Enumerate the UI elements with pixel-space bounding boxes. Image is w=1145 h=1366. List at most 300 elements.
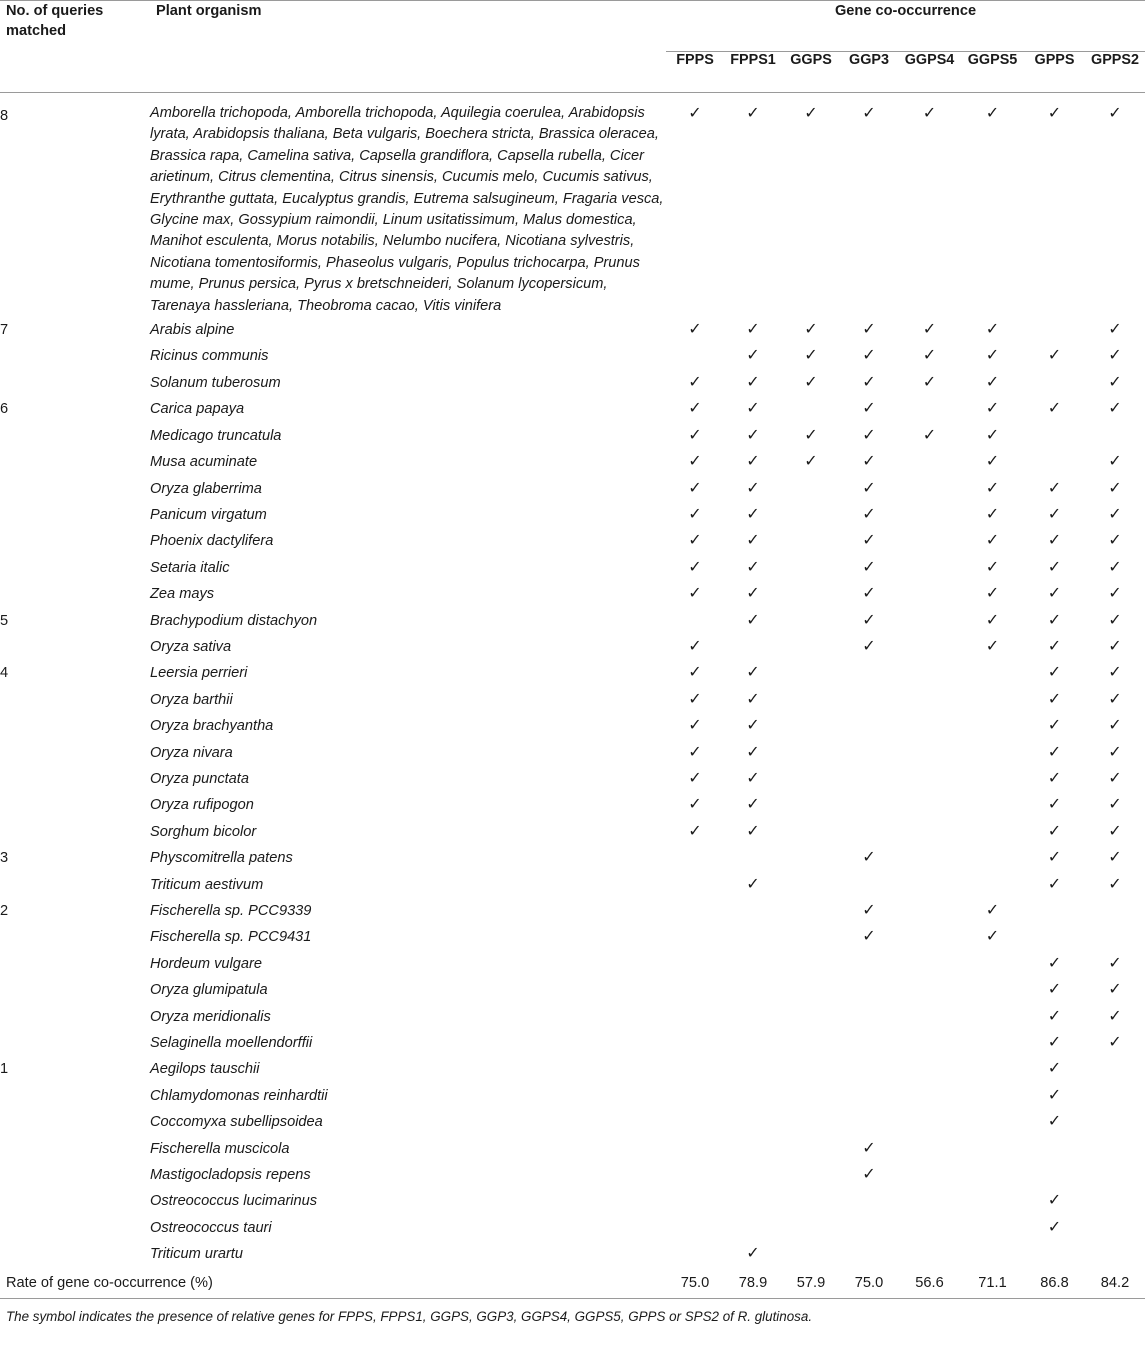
- check-mark-icon: ✓: [1047, 400, 1062, 418]
- organism-cell: Leersia perrieri: [150, 665, 248, 682]
- empty-gene-cell: [1024, 423, 1085, 449]
- empty-gene-cell: [961, 687, 1024, 713]
- organism-cell: Ostreococcus tauri: [150, 1219, 272, 1236]
- check-mark-icon: ✓: [746, 479, 760, 497]
- rate-value: 57.9: [796, 1274, 826, 1291]
- empty-gene-cell: [898, 872, 961, 898]
- check-mark-icon: ✓: [985, 611, 1000, 629]
- table-row: [0, 792, 1145, 818]
- check-mark-icon: ✓: [688, 822, 702, 840]
- empty-gene-cell: [898, 634, 961, 660]
- empty-gene-cell: [782, 819, 840, 845]
- organism-cell: Zea mays: [150, 586, 215, 603]
- organism-cell: Fischerella muscicola: [150, 1140, 290, 1157]
- queries-matched-cell: [0, 819, 150, 845]
- table-row: [0, 317, 1145, 343]
- empty-gene-cell: [840, 740, 898, 766]
- empty-gene-cell: [724, 634, 782, 660]
- empty-gene-cell: [782, 898, 840, 924]
- organism-cell: Oryza glumipatula: [150, 982, 268, 999]
- check-mark-icon: ✓: [1108, 637, 1122, 655]
- check-mark-icon: ✓: [862, 105, 876, 122]
- rate-value: 75.0: [854, 1274, 884, 1291]
- check-mark-icon: ✓: [1108, 1034, 1122, 1052]
- empty-gene-cell: [898, 555, 961, 581]
- empty-gene-cell: [961, 1215, 1024, 1241]
- check-mark-icon: ✓: [862, 532, 876, 550]
- check-mark-icon: ✓: [985, 558, 1000, 576]
- check-mark-icon: ✓: [1108, 875, 1122, 893]
- queries-matched-cell: [0, 1188, 150, 1214]
- table-row: [0, 343, 1145, 369]
- check-mark-icon: ✓: [1047, 585, 1062, 603]
- check-mark-icon: ✓: [862, 902, 876, 919]
- check-mark-icon: ✓: [1047, 981, 1062, 999]
- check-mark-icon: ✓: [688, 321, 702, 339]
- empty-gene-cell: [782, 1162, 840, 1188]
- rate-value: 78.9: [738, 1274, 768, 1291]
- empty-gene-cell: [666, 898, 724, 924]
- empty-gene-cell: [666, 1109, 724, 1135]
- check-mark-icon: ✓: [1108, 505, 1122, 523]
- check-mark-icon: ✓: [862, 373, 876, 391]
- empty-gene-cell: [840, 660, 898, 686]
- check-mark-icon: ✓: [688, 664, 702, 682]
- check-mark-icon: ✓: [862, 347, 876, 365]
- check-mark-icon: ✓: [746, 822, 760, 840]
- gene-header: GGPS5: [967, 52, 1018, 68]
- empty-gene-cell: [898, 396, 961, 422]
- rate-label: Rate of gene co-occurrence (%): [6, 1274, 213, 1291]
- queries-matched-cell: [0, 1030, 150, 1056]
- check-mark-icon: ✓: [985, 637, 1000, 655]
- gene-header: GGP3: [849, 52, 889, 68]
- empty-gene-cell: [782, 396, 840, 422]
- check-mark-icon: ✓: [1047, 1218, 1062, 1236]
- rate-value: 75.0: [680, 1274, 710, 1291]
- table-row: [0, 660, 1145, 686]
- empty-gene-cell: [961, 1136, 1024, 1162]
- check-mark-icon: ✓: [985, 373, 1000, 391]
- queries-matched-cell: [0, 792, 150, 818]
- organism-cell: Oryza barthii: [150, 691, 233, 708]
- table-row: [0, 898, 1145, 924]
- check-mark-icon: ✓: [985, 321, 1000, 339]
- table-row: [0, 449, 1145, 475]
- empty-gene-cell: [1024, 317, 1085, 343]
- empty-gene-cell: [961, 1056, 1024, 1082]
- empty-gene-cell: [961, 845, 1024, 871]
- check-mark-icon: ✓: [746, 611, 760, 629]
- empty-gene-cell: [898, 1215, 961, 1241]
- empty-gene-cell: [961, 1162, 1024, 1188]
- empty-gene-cell: [898, 924, 961, 950]
- empty-gene-cell: [961, 1109, 1024, 1135]
- empty-gene-cell: [840, 1083, 898, 1109]
- organism-cell: Triticum aestivum: [150, 876, 264, 893]
- empty-gene-cell: [840, 766, 898, 792]
- empty-gene-cell: [782, 924, 840, 950]
- rate-value: 84.2: [1100, 1274, 1130, 1291]
- table-row: [0, 581, 1145, 607]
- gene-header: GPPS2: [1091, 52, 1139, 68]
- empty-gene-cell: [724, 977, 782, 1003]
- queries-matched-cell: 7: [0, 322, 9, 339]
- column-header-queries: No. of queries matched: [6, 3, 104, 39]
- table-row: [0, 608, 1145, 634]
- organism-cell: Oryza rufipogon: [150, 797, 254, 814]
- check-mark-icon: ✓: [746, 426, 760, 444]
- column-header-gene-cooccurrence: Gene co-occurrence: [666, 1, 1145, 52]
- check-mark-icon: ✓: [862, 849, 876, 867]
- empty-gene-cell: [961, 1241, 1024, 1267]
- empty-gene-cell: [840, 1004, 898, 1030]
- check-mark-icon: ✓: [1108, 796, 1122, 814]
- empty-gene-cell: [724, 1109, 782, 1135]
- queries-matched-cell: 5: [0, 612, 9, 629]
- check-mark-icon: ✓: [1047, 954, 1062, 972]
- rate-row: [0, 1268, 1145, 1299]
- check-mark-icon: ✓: [1047, 743, 1062, 761]
- empty-gene-cell: [898, 740, 961, 766]
- empty-gene-cell: [898, 713, 961, 739]
- check-mark-icon: ✓: [862, 637, 876, 655]
- organism-cell: Oryza punctata: [150, 770, 249, 787]
- check-mark-icon: ✓: [1108, 532, 1122, 550]
- check-mark-icon: ✓: [688, 532, 702, 550]
- check-mark-icon: ✓: [746, 717, 760, 735]
- gene-header: GGPS4: [904, 52, 955, 68]
- empty-gene-cell: [898, 476, 961, 502]
- check-mark-icon: ✓: [1108, 954, 1122, 972]
- check-mark-icon: ✓: [1047, 532, 1062, 550]
- organism-cell: Ostreococcus lucimarinus: [150, 1193, 318, 1210]
- check-mark-icon: ✓: [1047, 637, 1062, 655]
- check-mark-icon: ✓: [985, 400, 1000, 418]
- check-mark-icon: ✓: [1108, 400, 1122, 418]
- check-mark-icon: ✓: [688, 769, 702, 787]
- check-mark-icon: ✓: [746, 105, 760, 122]
- empty-gene-cell: [1085, 1215, 1145, 1241]
- empty-gene-cell: [1024, 1136, 1085, 1162]
- check-mark-icon: ✓: [1108, 373, 1122, 391]
- empty-gene-cell: [898, 1109, 961, 1135]
- empty-gene-cell: [840, 792, 898, 818]
- empty-gene-cell: [666, 1162, 724, 1188]
- check-mark-icon: ✓: [862, 505, 876, 523]
- empty-gene-cell: [840, 1030, 898, 1056]
- check-mark-icon: ✓: [1108, 558, 1122, 576]
- empty-gene-cell: [1024, 449, 1085, 475]
- empty-gene-cell: [961, 951, 1024, 977]
- gene-header: FPPS: [676, 52, 714, 68]
- organism-cell: Coccomyxa subellipsoidea: [150, 1114, 323, 1131]
- queries-matched-cell: [0, 1004, 150, 1030]
- empty-gene-cell: [724, 951, 782, 977]
- check-mark-icon: ✓: [1108, 822, 1122, 840]
- empty-gene-cell: [782, 872, 840, 898]
- check-mark-icon: ✓: [688, 453, 702, 471]
- check-mark-icon: ✓: [1108, 585, 1122, 603]
- organism-cell: Oryza glaberrima: [150, 480, 262, 497]
- check-mark-icon: ✓: [1047, 822, 1062, 840]
- empty-gene-cell: [898, 449, 961, 475]
- queries-matched-cell: [0, 924, 150, 950]
- empty-gene-cell: [961, 792, 1024, 818]
- empty-gene-cell: [1085, 1136, 1145, 1162]
- queries-matched-cell: [0, 476, 150, 502]
- queries-matched-cell: [0, 1083, 150, 1109]
- rate-value: 86.8: [1040, 1274, 1069, 1291]
- organism-cell: Phoenix dactylifera: [150, 533, 274, 550]
- check-mark-icon: ✓: [1047, 105, 1062, 122]
- check-mark-icon: ✓: [985, 928, 1000, 946]
- empty-gene-cell: [1024, 924, 1085, 950]
- empty-gene-cell: [666, 1056, 724, 1082]
- queries-matched-cell: [0, 977, 150, 1003]
- empty-gene-cell: [782, 555, 840, 581]
- table-row: [0, 740, 1145, 766]
- organism-cell: Physcomitrella patens: [150, 850, 293, 867]
- empty-gene-cell: [961, 819, 1024, 845]
- empty-gene-cell: [1024, 1162, 1085, 1188]
- check-mark-icon: ✓: [985, 505, 1000, 523]
- empty-gene-cell: [1085, 1188, 1145, 1214]
- gene-header: FPPS1: [730, 52, 776, 68]
- table-row: [0, 766, 1145, 792]
- check-mark-icon: ✓: [688, 743, 702, 761]
- check-mark-icon: ✓: [688, 796, 702, 814]
- empty-gene-cell: [724, 898, 782, 924]
- table-row: [0, 951, 1145, 977]
- check-mark-icon: ✓: [1047, 690, 1062, 708]
- empty-gene-cell: [961, 766, 1024, 792]
- table-row: [0, 1136, 1145, 1162]
- check-mark-icon: ✓: [746, 347, 760, 365]
- queries-matched-cell: [0, 687, 150, 713]
- empty-gene-cell: [666, 1136, 724, 1162]
- organism-cell: Mastigocladopsis repens: [150, 1167, 311, 1184]
- empty-gene-cell: [898, 1030, 961, 1056]
- rate-value: 71.1: [978, 1274, 1007, 1291]
- check-mark-icon: ✓: [746, 743, 760, 761]
- table-row: [0, 476, 1145, 502]
- empty-gene-cell: [782, 581, 840, 607]
- table-row: [0, 528, 1145, 554]
- table-row: [0, 1109, 1145, 1135]
- empty-gene-cell: [782, 1004, 840, 1030]
- table-row: [0, 396, 1145, 422]
- empty-gene-cell: [782, 977, 840, 1003]
- table-row: [0, 1030, 1145, 1056]
- queries-matched-cell: 8: [0, 108, 9, 124]
- check-mark-icon: ✓: [1047, 505, 1062, 523]
- check-mark-icon: ✓: [1108, 690, 1122, 708]
- empty-gene-cell: [898, 1241, 961, 1267]
- organism-cell: Amborella trichopoda, Amborella trichopoda, Aquilegia coerulea, Arabidopsis lyrata, Arabidopsis thaliana, Beta vulgaris, Boechera stricta, Brassica oleracea, Brassica rapa, Camelina sativa, Capsella grandiflora, Capsella rubella, Cicer arietinum, Citrus clementina, Citrus sinensis, Cucumis melo, Cucumis sativus, Erythranthe guttata, Eucalyptus grandis, Eutrema salsugineum, Fragaria vesca, Glycine max, Gossypium raimondii, Linum usitatissimum, Malus domestica, Manihot esculenta, Morus notabilis, Nelumbo nucifera, Nicotiana sylvestris, Nicotiana tomentosiformis, Phaseolus vulgaris, Populus trichocarpa, Prunus mume, Prunus persica, Pyrus x bretschneideri, Solanum lycopersicum, Tarenaya hassleriana, Theobroma cacao, Vitis vinifera: [150, 105, 664, 314]
- check-mark-icon: ✓: [746, 664, 760, 682]
- empty-gene-cell: [898, 502, 961, 528]
- queries-matched-cell: [0, 634, 150, 660]
- empty-gene-cell: [782, 792, 840, 818]
- check-mark-icon: ✓: [862, 611, 876, 629]
- check-mark-icon: ✓: [746, 532, 760, 550]
- empty-gene-cell: [840, 819, 898, 845]
- empty-gene-cell: [666, 608, 724, 634]
- empty-gene-cell: [898, 951, 961, 977]
- empty-gene-cell: [724, 924, 782, 950]
- queries-matched-cell: 4: [0, 665, 9, 682]
- check-mark-icon: ✓: [746, 505, 760, 523]
- check-mark-icon: ✓: [862, 453, 876, 471]
- check-mark-icon: ✓: [862, 400, 876, 418]
- empty-gene-cell: [1085, 1109, 1145, 1135]
- organism-cell: Chlamydomonas reinhardtii: [150, 1087, 328, 1104]
- empty-gene-cell: [1085, 1083, 1145, 1109]
- check-mark-icon: ✓: [862, 321, 876, 339]
- check-mark-icon: ✓: [1108, 453, 1122, 471]
- table-row: [0, 1188, 1145, 1214]
- empty-gene-cell: [898, 766, 961, 792]
- empty-gene-cell: [961, 1188, 1024, 1214]
- check-mark-icon: ✓: [985, 479, 1000, 497]
- check-mark-icon: ✓: [985, 426, 1000, 444]
- check-mark-icon: ✓: [746, 321, 760, 339]
- empty-gene-cell: [898, 1162, 961, 1188]
- queries-matched-cell: [0, 872, 150, 898]
- empty-gene-cell: [782, 1030, 840, 1056]
- check-mark-icon: ✓: [1108, 1007, 1122, 1025]
- check-mark-icon: ✓: [1047, 849, 1062, 867]
- empty-gene-cell: [666, 1030, 724, 1056]
- organism-cell: Sorghum bicolor: [150, 823, 257, 840]
- queries-matched-cell: [0, 581, 150, 607]
- table-row: [0, 713, 1145, 739]
- empty-gene-cell: [840, 1109, 898, 1135]
- check-mark-icon: ✓: [688, 558, 702, 576]
- empty-gene-cell: [724, 1056, 782, 1082]
- empty-gene-cell: [961, 740, 1024, 766]
- check-mark-icon: ✓: [862, 928, 876, 946]
- empty-gene-cell: [1085, 1241, 1145, 1267]
- empty-gene-cell: [724, 1188, 782, 1214]
- table-footnote: The symbol indicates the presence of relative genes for FPPS, FPPS1, GGPS, GGP3, GGPS4, GGPS5, GPPS or SPS2 of R. glutinosa.: [6, 1308, 813, 1324]
- empty-gene-cell: [840, 977, 898, 1003]
- empty-gene-cell: [1085, 423, 1145, 449]
- queries-matched-cell: [0, 713, 150, 739]
- check-mark-icon: ✓: [688, 505, 702, 523]
- check-mark-icon: ✓: [922, 347, 937, 365]
- empty-gene-cell: [782, 1215, 840, 1241]
- empty-gene-cell: [782, 1136, 840, 1162]
- check-mark-icon: ✓: [688, 690, 702, 708]
- organism-cell: Aegilops tauschii: [150, 1061, 260, 1078]
- empty-gene-cell: [666, 343, 724, 369]
- queries-matched-cell: [0, 343, 150, 369]
- check-mark-icon: ✓: [1047, 717, 1062, 735]
- empty-gene-cell: [782, 660, 840, 686]
- empty-gene-cell: [840, 951, 898, 977]
- check-mark-icon: ✓: [1108, 849, 1122, 867]
- table-row: [0, 1162, 1145, 1188]
- table-row: [0, 845, 1145, 871]
- empty-gene-cell: [782, 740, 840, 766]
- empty-gene-cell: [898, 819, 961, 845]
- organism-cell: Setaria italic: [150, 559, 230, 576]
- empty-gene-cell: [961, 1004, 1024, 1030]
- empty-gene-cell: [782, 713, 840, 739]
- check-mark-icon: ✓: [746, 796, 760, 814]
- empty-gene-cell: [782, 1083, 840, 1109]
- queries-matched-cell: [0, 740, 150, 766]
- check-mark-icon: ✓: [985, 347, 1000, 365]
- queries-matched-cell: [0, 951, 150, 977]
- empty-gene-cell: [724, 1083, 782, 1109]
- empty-gene-cell: [724, 1004, 782, 1030]
- empty-gene-cell: [898, 1056, 961, 1082]
- check-mark-icon: ✓: [804, 426, 818, 444]
- empty-gene-cell: [782, 634, 840, 660]
- table-row: [0, 1056, 1145, 1082]
- check-mark-icon: ✓: [804, 347, 818, 365]
- check-mark-icon: ✓: [1047, 558, 1062, 576]
- table-row: [0, 1083, 1145, 1109]
- queries-matched-cell: 3: [0, 850, 9, 867]
- check-mark-icon: ✓: [1047, 1034, 1062, 1052]
- check-mark-icon: ✓: [1108, 611, 1122, 629]
- empty-gene-cell: [724, 1030, 782, 1056]
- empty-gene-cell: [961, 1083, 1024, 1109]
- column-header-organism: Plant organism: [156, 3, 262, 19]
- empty-gene-cell: [724, 845, 782, 871]
- check-mark-icon: ✓: [1047, 1113, 1062, 1131]
- queries-matched-cell: [0, 528, 150, 554]
- queries-matched-cell: [0, 370, 150, 396]
- organism-cell: Panicum virgatum: [150, 506, 267, 523]
- empty-gene-cell: [666, 924, 724, 950]
- queries-matched-cell: [0, 449, 150, 475]
- empty-gene-cell: [666, 1188, 724, 1214]
- check-mark-icon: ✓: [922, 426, 937, 444]
- check-mark-icon: ✓: [985, 585, 1000, 603]
- empty-gene-cell: [1024, 898, 1085, 924]
- check-mark-icon: ✓: [688, 479, 702, 497]
- check-mark-icon: ✓: [985, 105, 1000, 122]
- empty-gene-cell: [666, 1083, 724, 1109]
- queries-matched-cell: [0, 502, 150, 528]
- empty-gene-cell: [1085, 898, 1145, 924]
- empty-gene-cell: [782, 845, 840, 871]
- table-row: [0, 819, 1145, 845]
- check-mark-icon: ✓: [862, 479, 876, 497]
- check-mark-icon: ✓: [862, 1139, 876, 1157]
- empty-gene-cell: [666, 872, 724, 898]
- empty-gene-cell: [1085, 924, 1145, 950]
- empty-gene-cell: [840, 1241, 898, 1267]
- check-mark-icon: ✓: [1047, 479, 1062, 497]
- check-mark-icon: ✓: [1108, 743, 1122, 761]
- empty-gene-cell: [898, 1188, 961, 1214]
- empty-gene-cell: [782, 1241, 840, 1267]
- table-body: [0, 93, 1145, 1268]
- check-mark-icon: ✓: [1108, 981, 1122, 999]
- check-mark-icon: ✓: [1047, 1192, 1062, 1210]
- check-mark-icon: ✓: [1108, 321, 1122, 339]
- empty-gene-cell: [1085, 1056, 1145, 1082]
- table-row: [0, 555, 1145, 581]
- empty-gene-cell: [898, 1136, 961, 1162]
- empty-gene-cell: [961, 660, 1024, 686]
